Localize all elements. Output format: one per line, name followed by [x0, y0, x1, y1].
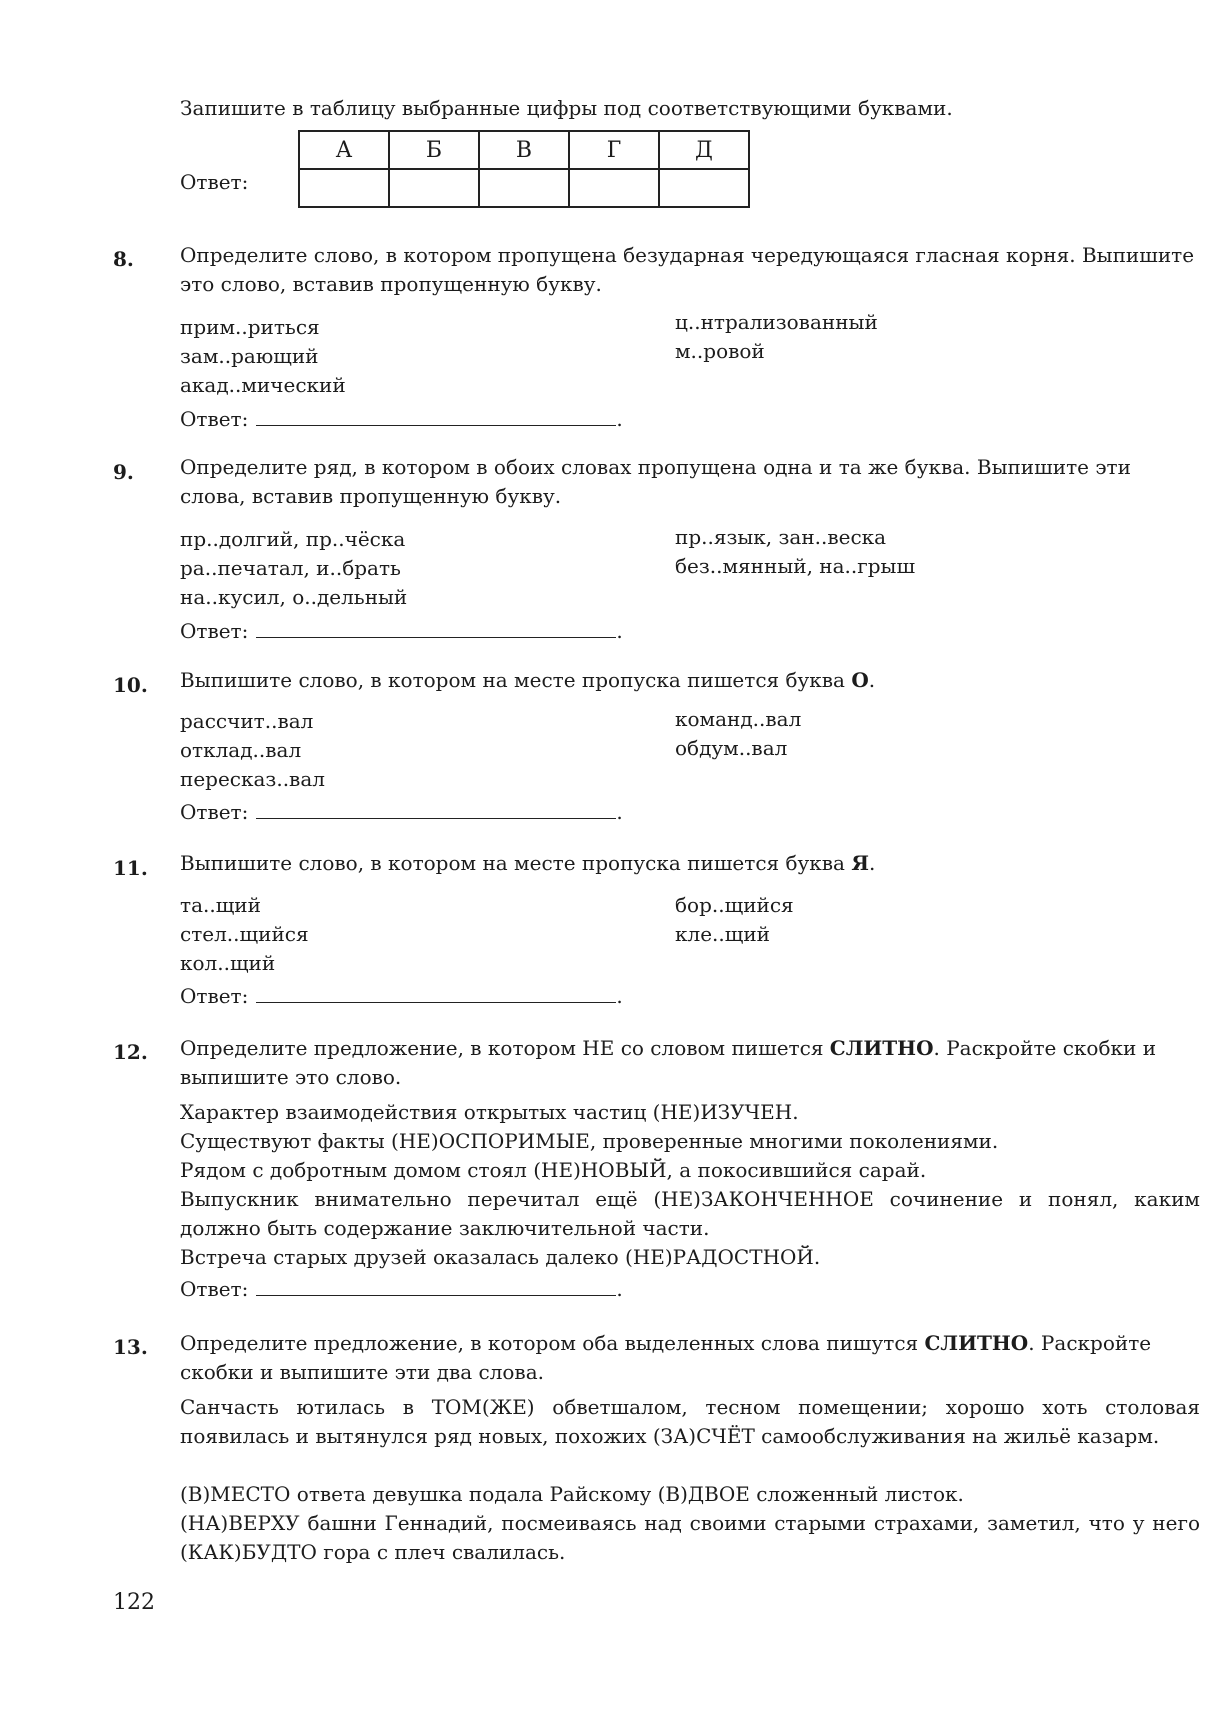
- word-option: ра..печатал, и..брать: [180, 556, 401, 580]
- sentence-option: Рядом с добротным домом стоял (НЕ)НОВЫЙ, а покосившийся сарай.: [180, 1158, 927, 1182]
- task-text: Определите ряд, в котором в обоих словах пропущена одна и та же буква. Выпишите эти слова, вставив пропущенную букву.: [180, 455, 1131, 508]
- task-text: [180, 666, 1200, 695]
- task-text: Определите слово, в котором пропущена безударная чередующаяся гласная корня. Выпишите это слово, вставив пропущенную букву.: [180, 243, 1195, 296]
- answer-line: Ответ: .: [180, 800, 623, 824]
- answer-cell[interactable]: [389, 169, 479, 207]
- answer-label: Ответ:: [180, 984, 249, 1008]
- sentence-option: Встреча старых друзей оказалась далеко (НЕ)РАДОСТНОЙ.: [180, 1245, 821, 1269]
- word-option: обдум..вал: [675, 736, 788, 760]
- answer-blank[interactable]: [256, 1275, 616, 1296]
- answer-table-header: Д: [659, 131, 749, 169]
- answer-cell[interactable]: [569, 169, 659, 207]
- task-number: 9.: [113, 460, 134, 484]
- sentence-option: Выпускник внимательно перечитал ещё (НЕ)ЗАКОНЧЕННОЕ сочинение и понял, каким должно быть содержание заключительной части.: [180, 1187, 1200, 1240]
- task-text: [180, 1034, 1200, 1092]
- task-number: 12.: [113, 1040, 148, 1064]
- sentence-option: Характер взаимодействия открытых частиц (НЕ)ИЗУЧЕН.: [180, 1100, 799, 1124]
- task-text-part: Определите предложение, в котором НЕ со словом пишется: [180, 1036, 830, 1060]
- answer-table: [298, 130, 750, 208]
- answer-blank[interactable]: [256, 798, 616, 819]
- answer-label: Ответ:: [180, 1277, 249, 1301]
- answer-line: Ответ: .: [180, 619, 623, 643]
- answer-cell[interactable]: [659, 169, 749, 207]
- task-text-emphasis: Я: [851, 851, 869, 875]
- answer-blank[interactable]: [256, 617, 616, 638]
- word-option: на..кусил, о..дельный: [180, 585, 408, 609]
- word-option: прим..риться: [180, 315, 320, 339]
- answer-label: Ответ:: [180, 407, 249, 431]
- word-option: отклад..вал: [180, 738, 302, 762]
- answer-blank[interactable]: [256, 405, 616, 426]
- task-text-part: .: [868, 851, 876, 875]
- answer-table-header: А: [299, 131, 389, 169]
- task-text-emphasis: СЛИТНО: [924, 1331, 1029, 1355]
- word-option: та..щий: [180, 893, 261, 917]
- task-text-part: . Раскройте скобки и выпишите это слово.: [180, 1036, 1157, 1089]
- task-text-part: Выпишите слово, в котором на месте пропуска пишется буква: [180, 668, 852, 692]
- answer-label: Ответ:: [180, 619, 249, 643]
- answer-table-header: В: [479, 131, 569, 169]
- answer-table-input-row: [299, 169, 749, 207]
- task-text-part: Определите предложение, в котором оба выделенных слова пишутся: [180, 1331, 925, 1355]
- sentence-option: (НА)ВЕРХУ башни Геннадий, посмеиваясь над своими старыми страхами, заметил, что у него (КАК)БУДТО гора с плеч свалилась.: [180, 1511, 1200, 1564]
- task-text-part: . Раскройте скобки и выпишите эти два слова.: [180, 1331, 1152, 1384]
- task-text-emphasis: СЛИТНО: [829, 1036, 934, 1060]
- answer-line: Ответ: .: [180, 407, 623, 431]
- word-option: пр..долгий, пр..чёска: [180, 527, 406, 551]
- answer-line: Ответ: .: [180, 984, 623, 1008]
- task-text: [180, 849, 1200, 878]
- task-text-part: .: [868, 668, 876, 692]
- word-option: ц..нтрализованный: [675, 310, 878, 334]
- word-option: без..мянный, на..грыш: [675, 554, 916, 578]
- task-number: 11.: [113, 856, 148, 880]
- answer-table-header-row: [299, 131, 749, 169]
- word-option: пересказ..вал: [180, 767, 325, 791]
- answer-cell[interactable]: [479, 169, 569, 207]
- answer-cell[interactable]: [299, 169, 389, 207]
- word-option: кол..щий: [180, 951, 276, 975]
- answer-label: Ответ:: [180, 800, 249, 824]
- word-option: зам..рающий: [180, 344, 319, 368]
- task-number: 10.: [113, 673, 148, 697]
- task-number: 13.: [113, 1335, 148, 1359]
- word-option: команд..вал: [675, 707, 802, 731]
- word-option: пр..язык, зан..веска: [675, 525, 887, 549]
- answer-line: Ответ: .: [180, 1277, 623, 1301]
- word-option: рассчит..вал: [180, 709, 314, 733]
- task-text-emphasis: О: [851, 668, 869, 692]
- sentence-option: Санчасть ютилась в ТОМ(ЖЕ) обветшалом, тесном помещении; хорошо хоть столовая появилась и вытянулся ряд новых, похожих (ЗА)СЧЁТ самообслуживания на жильё казарм.: [180, 1395, 1200, 1448]
- answer-label: Ответ:: [180, 170, 249, 194]
- word-option: м..ровой: [675, 339, 765, 363]
- answer-blank[interactable]: [256, 982, 616, 1003]
- word-option: бор..щийся: [675, 893, 794, 917]
- word-option: стел..щийся: [180, 922, 309, 946]
- task-text: [180, 1329, 1200, 1387]
- sentence-option: (В)МЕСТО ответа девушка подала Райскому (В)ДВОЕ сложенный листок.: [180, 1482, 964, 1506]
- answer-table-header: Г: [569, 131, 659, 169]
- word-option: кле..щий: [675, 922, 771, 946]
- task-text-part: Выпишите слово, в котором на месте пропуска пишется буква: [180, 851, 852, 875]
- word-option: акад..мический: [180, 373, 346, 397]
- table-instruction: Запишите в таблицу выбранные цифры под соответствующими буквами.: [180, 96, 953, 120]
- answer-table-header: Б: [389, 131, 479, 169]
- page-number: 122: [113, 1590, 155, 1615]
- sentence-option: Существуют факты (НЕ)ОСПОРИМЫЕ, проверенные многими поколениями.: [180, 1129, 999, 1153]
- task-number: 8.: [113, 247, 134, 271]
